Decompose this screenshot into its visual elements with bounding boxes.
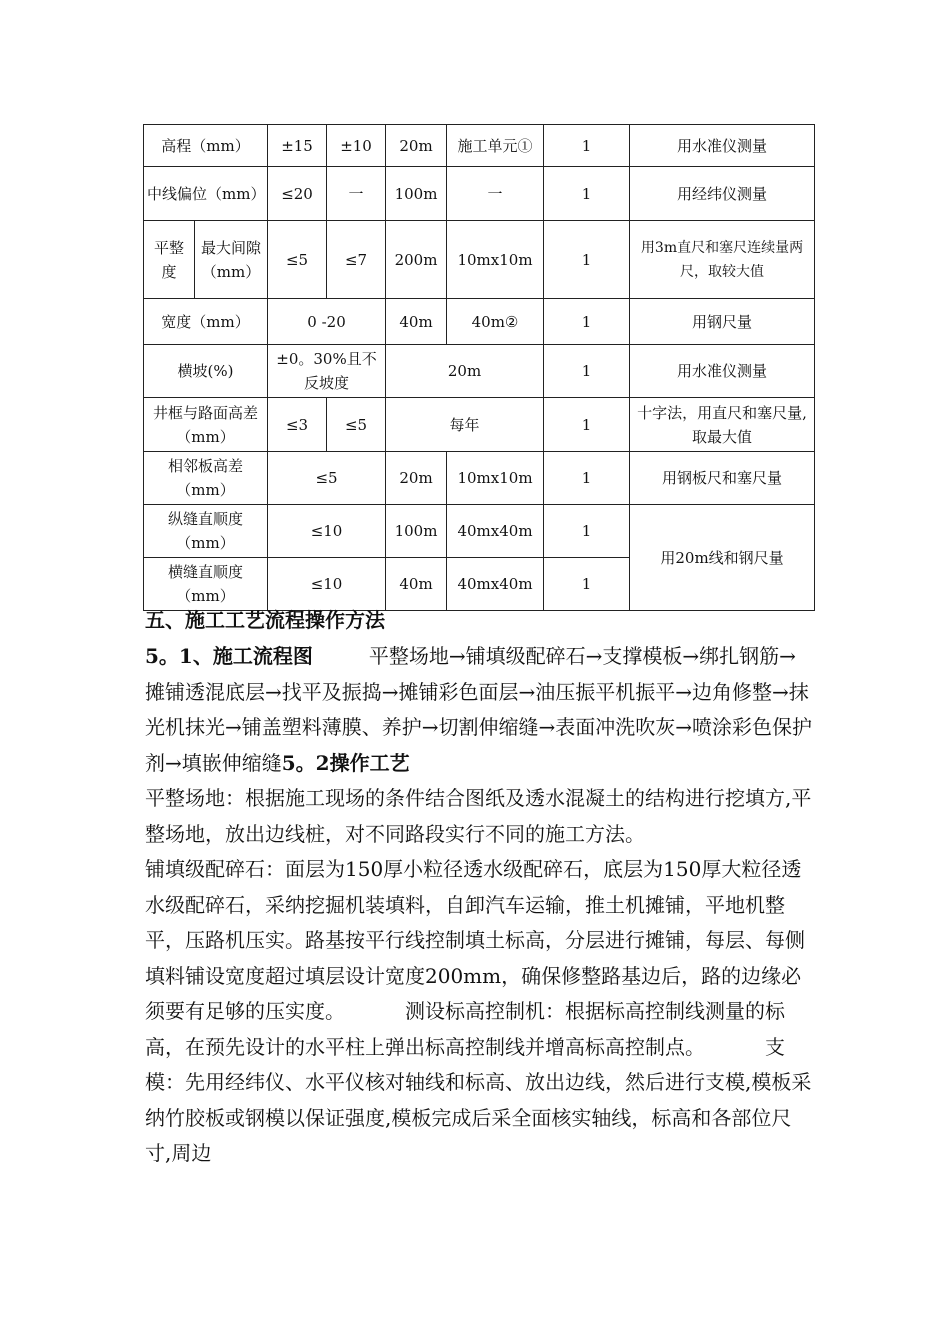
frequency-cell: 100m [386, 167, 447, 221]
table-row [144, 452, 815, 505]
table-row [144, 345, 815, 398]
value-cell: 0 -20 [268, 299, 386, 345]
range-cell: 10mx10m [447, 221, 544, 299]
item-sub-cell: 最大间隙（mm） [195, 221, 268, 299]
value-cell: ≤3 [268, 398, 327, 452]
method-cell: 用经纬仪测量 [630, 167, 815, 221]
table-row [144, 125, 815, 167]
frequency-cell: 每年 [386, 398, 544, 452]
subsection-title: 5。1、施工流程图 [145, 644, 313, 668]
value-cell: ≤10 [268, 558, 386, 611]
section-heading: 五、施工工艺流程操作方法 [145, 608, 385, 632]
subsection-title: 5。2操作工艺 [281, 750, 410, 775]
paragraph: 平整场地：根据施工现场的条件结合图纸及透水混凝土的结构进行挖填方,平整场地，放出边线桩，对不同路段实行不同的施工方法。 [145, 786, 812, 846]
paragraph: 测设标高控制机：根据标高控制线测量的标高，在预先设计的水平柱上弹出标高控制线并增高标高控制点。 [145, 999, 785, 1059]
inspection-table [143, 124, 815, 611]
item-cell: 平整度 [144, 221, 195, 299]
frequency-cell: 20m [386, 125, 447, 167]
method-cell: 用水准仪测量 [630, 125, 815, 167]
points-cell: 1 [544, 505, 630, 558]
method-cell: 用20m线和钢尺量 [630, 505, 815, 611]
range-cell: 一 [447, 167, 544, 221]
item-cell: 横缝直顺度（mm） [144, 558, 268, 611]
table-row [144, 398, 815, 452]
range-cell: 施工单元① [447, 125, 544, 167]
value-cell: ≤10 [268, 505, 386, 558]
points-cell: 1 [544, 125, 630, 167]
value-cell: 一 [327, 167, 386, 221]
frequency-cell: 20m [386, 452, 447, 505]
points-cell: 1 [544, 221, 630, 299]
item-cell: 宽度（mm） [144, 299, 268, 345]
section-body [145, 639, 815, 1172]
value-cell: ≤7 [327, 221, 386, 299]
value-cell: ≤5 [268, 221, 327, 299]
method-cell: 用钢板尺和塞尺量 [630, 452, 815, 505]
value-cell: ≤5 [268, 452, 386, 505]
points-cell: 1 [544, 299, 630, 345]
item-cell: 井框与路面高差（mm） [144, 398, 268, 452]
frequency-cell: 40m [386, 299, 447, 345]
method-cell: 用钢尺量 [630, 299, 815, 345]
table-row [144, 299, 815, 345]
item-cell: 高程（mm） [144, 125, 268, 167]
table-row [144, 221, 815, 299]
range-cell: 40m② [447, 299, 544, 345]
points-cell: 1 [544, 452, 630, 505]
flow-text: 平整场地→铺填级配碎石→支撑模板→绑扎钢筋→摊铺透混底层→找平及振捣→摊铺彩色面层→油压振平机振平→边角修整→抹光机抹光→铺盖塑料薄膜、养护→切割伸缩缝→表面冲洗吹灰→喷涂彩色保护剂→填嵌伸缩缝 [145, 644, 813, 775]
item-cell: 相邻板高差（mm） [144, 452, 268, 505]
range-cell: 40mx40m [447, 505, 544, 558]
frequency-cell: 20m [386, 345, 544, 398]
method-cell: 用水准仪测量 [630, 345, 815, 398]
points-cell: 1 [544, 167, 630, 221]
points-cell: 1 [544, 345, 630, 398]
points-cell: 1 [544, 398, 630, 452]
item-cell: 横坡(%) [144, 345, 268, 398]
method-cell: 用3m直尺和塞尺连续量两尺，取较大值 [630, 221, 815, 299]
paragraph: 支模：先用经纬仪、水平仪核对轴线和标高、放出边线，然后进行支模,模板采纳竹胶板或钢模以保证强度,模板完成后采全面核实轴线，标高和各部位尺寸,周边 [145, 1034, 812, 1165]
method-cell: 十字法，用直尺和塞尺量,取最大值 [630, 398, 815, 452]
value-cell: ≤5 [327, 398, 386, 452]
value-cell: ≤20 [268, 167, 327, 221]
range-cell: 40mx40m [447, 558, 544, 611]
range-cell: 10mx10m [447, 452, 544, 505]
paragraph: 铺填级配碎石：面层为150厚小粒径透水级配碎石，底层为150厚大粒径透水级配碎石，采纳挖掘机装填料，自卸汽车运输，推土机摊铺，平地机整平，压路机压实。路基按平行线控制填土标高，分层进行摊铺，每层、每侧填料铺设宽度超过填层设计宽度200mm，确保修整路基边后，路的边缘必须要有足够的压实度。 [145, 857, 805, 1023]
item-cell: 中线偏位（mm） [144, 167, 268, 221]
frequency-cell: 40m [386, 558, 447, 611]
value-cell: ±0。30%且不反坡度 [268, 345, 386, 398]
points-cell: 1 [544, 558, 630, 611]
value-cell: ±15 [268, 125, 327, 167]
item-cell: 纵缝直顺度（mm） [144, 505, 268, 558]
value-cell: ±10 [327, 125, 386, 167]
frequency-cell: 200m [386, 221, 447, 299]
table-row [144, 167, 815, 221]
frequency-cell: 100m [386, 505, 447, 558]
table-row [144, 505, 815, 558]
